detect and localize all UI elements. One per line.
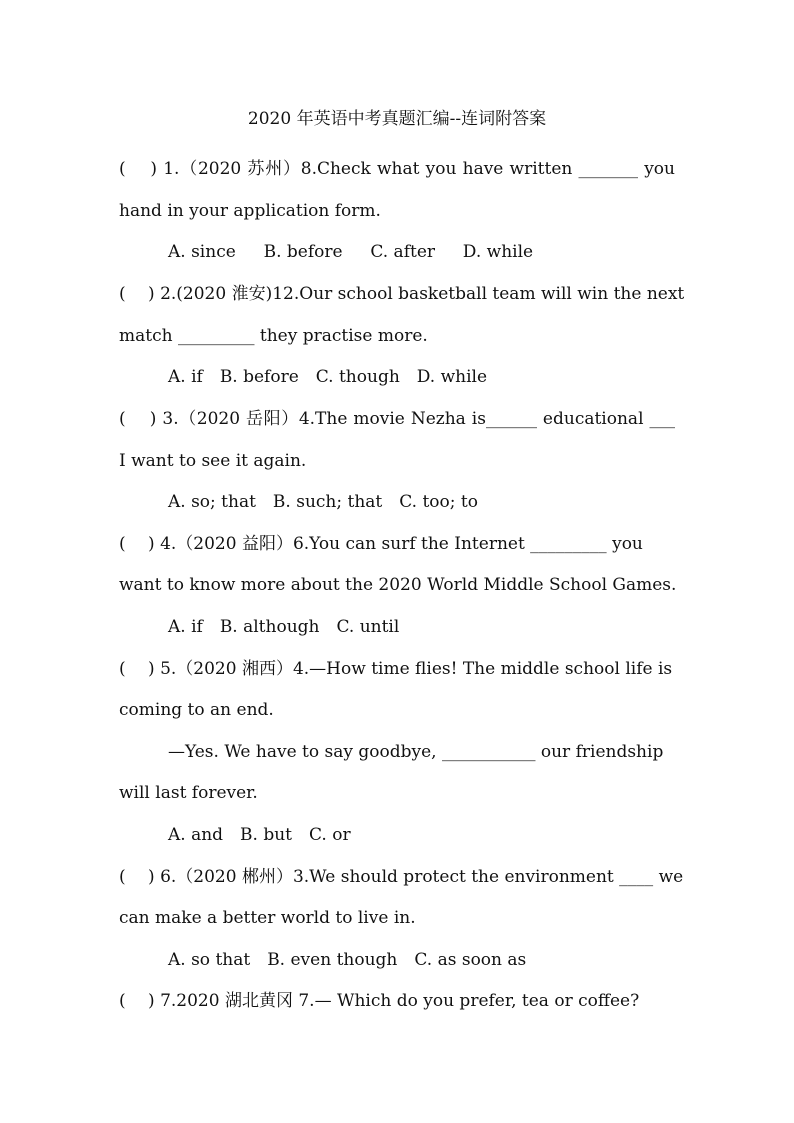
question-4-stem: ( ) 4.（2020 益阳）6.You can surf the Internet _________ you (119, 534, 643, 554)
question-5-options: A. and B. but C. or (168, 825, 351, 845)
question-2-stem: ( ) 2.(2020 淮安)12.Our school basketball team will win the next (119, 284, 685, 304)
question-5-stem-cont: coming to an end. (119, 700, 274, 720)
question-1-options: A. since B. before C. after D. while (168, 242, 534, 262)
question-3-stem: ( ) 3.（2020 岳阳）4.The movie Nezha is______ educational ___ (119, 409, 675, 429)
question-5-stem: ( ) 5.（2020 湘西）4.—How time flies! The middle school life is (119, 659, 673, 679)
question-3-stem-cont: I want to see it again. (119, 451, 307, 471)
question-6-options: A. so that B. even though C. as soon as (168, 950, 527, 970)
question-5-reply-cont: will last forever. (119, 783, 258, 803)
question-1-stem-cont: hand in your application form. (119, 201, 381, 221)
question-6-stem-cont: can make a better world to live in. (119, 908, 416, 928)
document-title: 2020 年英语中考真题汇编--连词附答案 (247, 109, 547, 129)
question-4-options: A. if B. although C. until (168, 617, 400, 637)
question-1-stem: ( ) 1.（2020 苏州）8.Check what you have written _______ you (119, 159, 675, 179)
question-2-options: A. if B. before C. though D. while (168, 367, 488, 387)
question-7-stem: ( ) 7.2020 湖北黄冈 7.— Which do you prefer, tea or coffee? (119, 991, 640, 1011)
question-4-stem-cont: want to know more about the 2020 World Middle School Games. (119, 575, 677, 595)
question-6-stem: ( ) 6.（2020 郴州）3.We should protect the environment ____ we (119, 867, 684, 887)
question-2-stem-cont: match _________ they practise more. (119, 326, 428, 346)
question-5-reply: —Yes. We have to say goodbye, ___________ our friendship (168, 742, 664, 762)
question-3-options: A. so; that B. such; that C. too; to (168, 492, 478, 512)
